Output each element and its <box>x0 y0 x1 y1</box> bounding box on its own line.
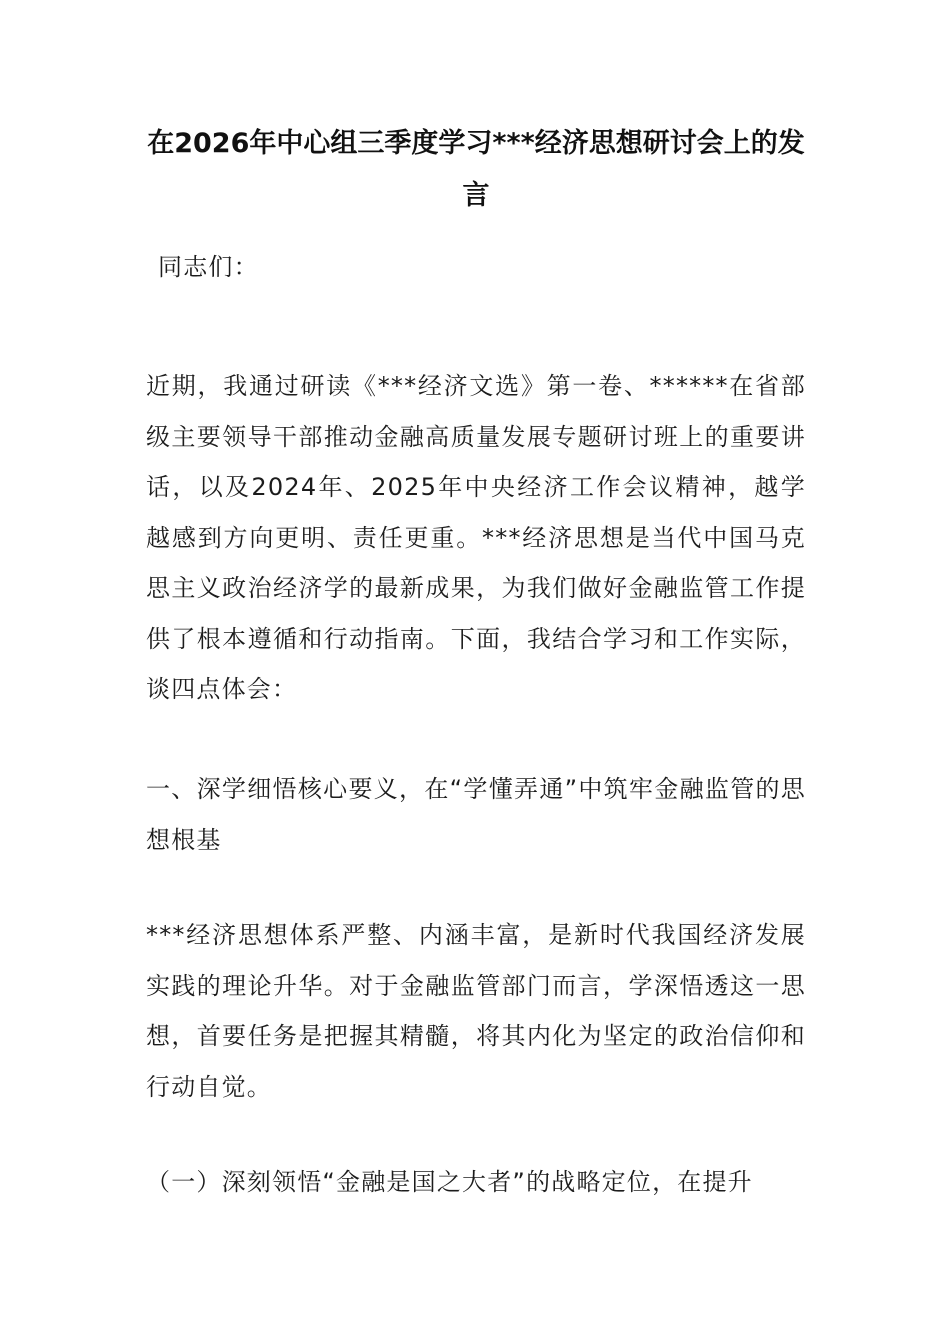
section-heading-1: 一、深学细悟核心要义，在“学懂弄通”中筑牢金融监管的思想根基 <box>146 775 806 854</box>
section-paragraph-1: ***经济思想体系严整、内涵丰富，是新时代我国经济发展实践的理论升华。对于金融监管部门而言，学深悟透这一思想，首要任务是把握其精髓，将其内化为坚定的政治信仰和行动自觉。 <box>146 921 806 1101</box>
intro-paragraph: 近期，我通过研读《***经济文选》第一卷、******在省部级主要领导干部推动金融高质量发展专题研讨班上的重要讲话，以及2024年、2025年中央经济工作会议精神，越学越感到方向更明、责任更重。***经济思想是当代中国马克思主义政治经济学的最新成果，为我们做好金融监管工作提供了根本遵循和行动指南。下面，我结合学习和工作实际，谈四点体会： <box>146 372 806 703</box>
document-title: 在2026年中心组三季度学习***经济思想研讨会上的发言 <box>147 128 805 211</box>
subsection-heading-1: （一）深刻领悟“金融是国之大者”的战略定位，在提升 <box>146 1168 753 1196</box>
salutation: 同志们： <box>158 253 259 281</box>
